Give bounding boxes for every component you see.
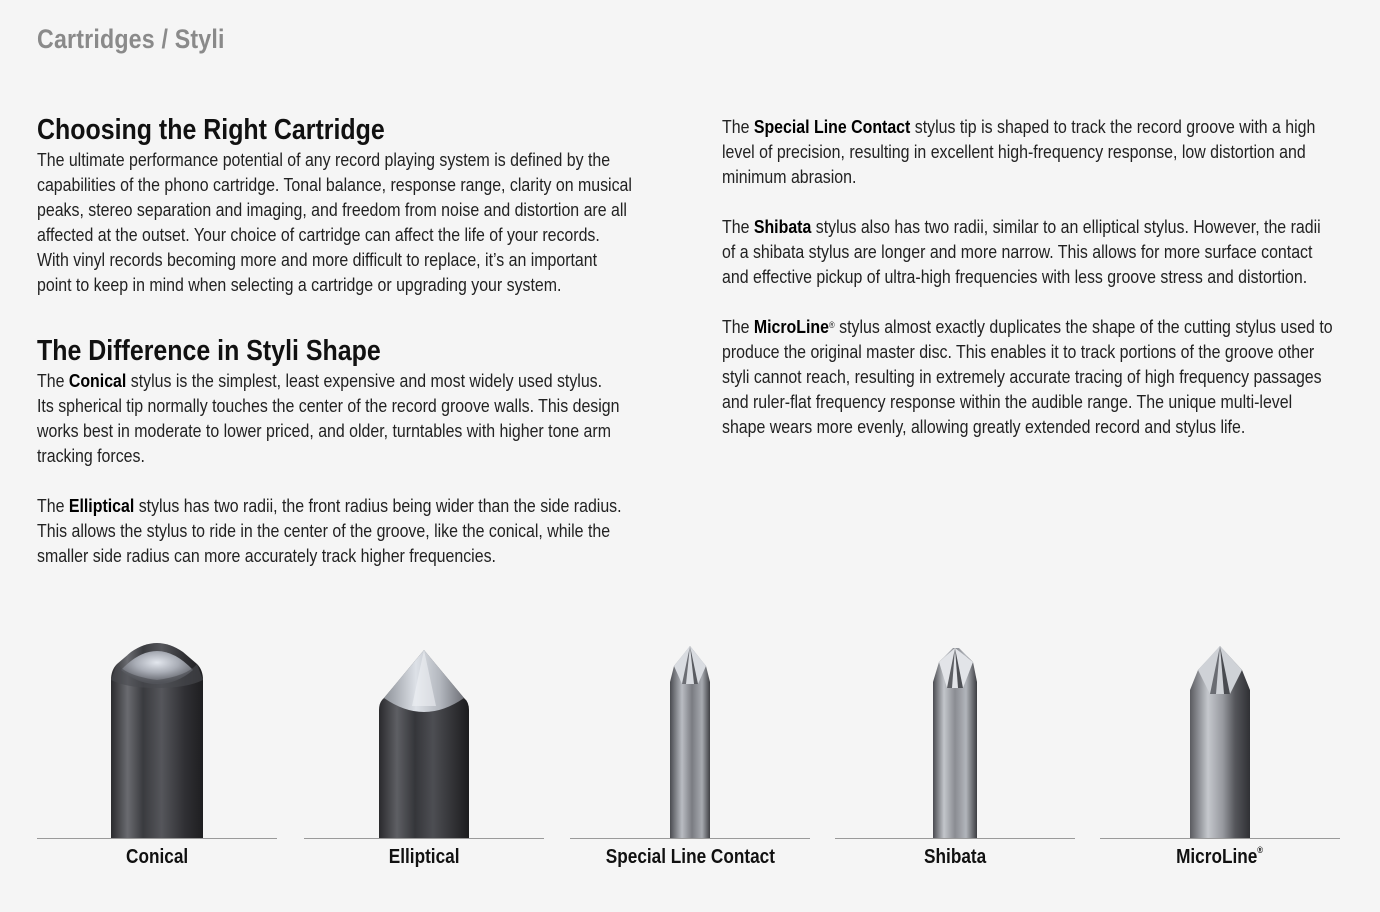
heading-styli-shape: The Difference in Styli Shape [37, 335, 381, 367]
section-title: Cartridges / Styli [37, 24, 225, 54]
paragraph-choosing-cartridge: The ultimate performance potential of any record playing system is defined by the capabilities of the phono cartridge. Tonal balance, response range, clarity on musical peaks, stereo separation and imaging, and freedom from noise and distortion are all affected at the outset. Your choice of cartridge can affect the life of your records. With vinyl records becoming more and more difficult to replace, it’s an important point to keep in mind when selecting a cartridge or upgrading your system. [37, 149, 632, 295]
conical-stylus-icon [37, 640, 277, 840]
styli-illustrations [0, 640, 1380, 900]
right-column [722, 114, 1341, 439]
special-line-contact-stylus-icon [570, 640, 810, 840]
shibata-stylus-icon [835, 640, 1075, 840]
keyword-shibata: Shibata [753, 216, 812, 237]
stylus-shibata [835, 640, 1075, 890]
paragraph-elliptical: The Elliptical stylus has two radii, the front radius being wider than the side radius. This allows the stylus to ride in the center of the groove, like the conical, while the smaller side radius can more accurately track higher frequencies. [37, 495, 622, 566]
keyword-conical: Conical [68, 370, 127, 391]
microline-stylus-icon [1100, 640, 1340, 840]
paragraph-conical: The Conical stylus is the simplest, least expensive and most widely used stylus. Its spherical tip normally touches the center of the record groove walls. This design works best in moderate to lower priced, and older, turntables with higher tone arm tracking forces. [37, 370, 620, 466]
keyword-special-line-contact: Special Line Contact [753, 116, 911, 137]
stylus-elliptical [304, 640, 544, 890]
heading-choosing-cartridge: Choosing the Right Cartridge [37, 114, 385, 146]
paragraph-special-line-contact: The Special Line Contact stylus tip is shaped to track the record groove with a high level of precision, resulting in excellent high-frequency response, low distortion and minimum abrasion. [722, 116, 1316, 187]
stylus-label-special-line-contact: Special Line Contact [605, 846, 775, 868]
elliptical-stylus-icon [304, 640, 544, 840]
paragraph-shibata: The Shibata stylus also has two radii, similar to an elliptical stylus. However, the radii of a shibata stylus are longer and more narrow. This allows for more surface contact and effective pickup of ultra-high frequencies with less groove stress and distortion. [722, 216, 1321, 287]
stylus-microline [1100, 640, 1340, 890]
stylus-conical [37, 640, 277, 890]
left-column [37, 113, 636, 568]
stylus-label-microline: MicroLine® [1176, 845, 1264, 868]
stylus-label-elliptical: Elliptical [388, 846, 460, 868]
stylus-label-conical: Conical [125, 846, 189, 868]
stylus-special-line-contact [570, 640, 810, 890]
stylus-label-shibata: Shibata [923, 846, 987, 868]
keyword-microline: MicroLine [753, 316, 829, 337]
keyword-elliptical: Elliptical [68, 495, 135, 516]
paragraph-microline: The MicroLine® stylus almost exactly duplicates the shape of the cutting stylus used to produce the original master disc. This enables it to track portions of the groove other styli cannot reach, resulting in extremely accurate tracing of high frequency passages and ruler-flat frequency response within the audible range. The unique multi-level shape wears more evenly, allowing greatly extended record and stylus life. [722, 316, 1333, 437]
